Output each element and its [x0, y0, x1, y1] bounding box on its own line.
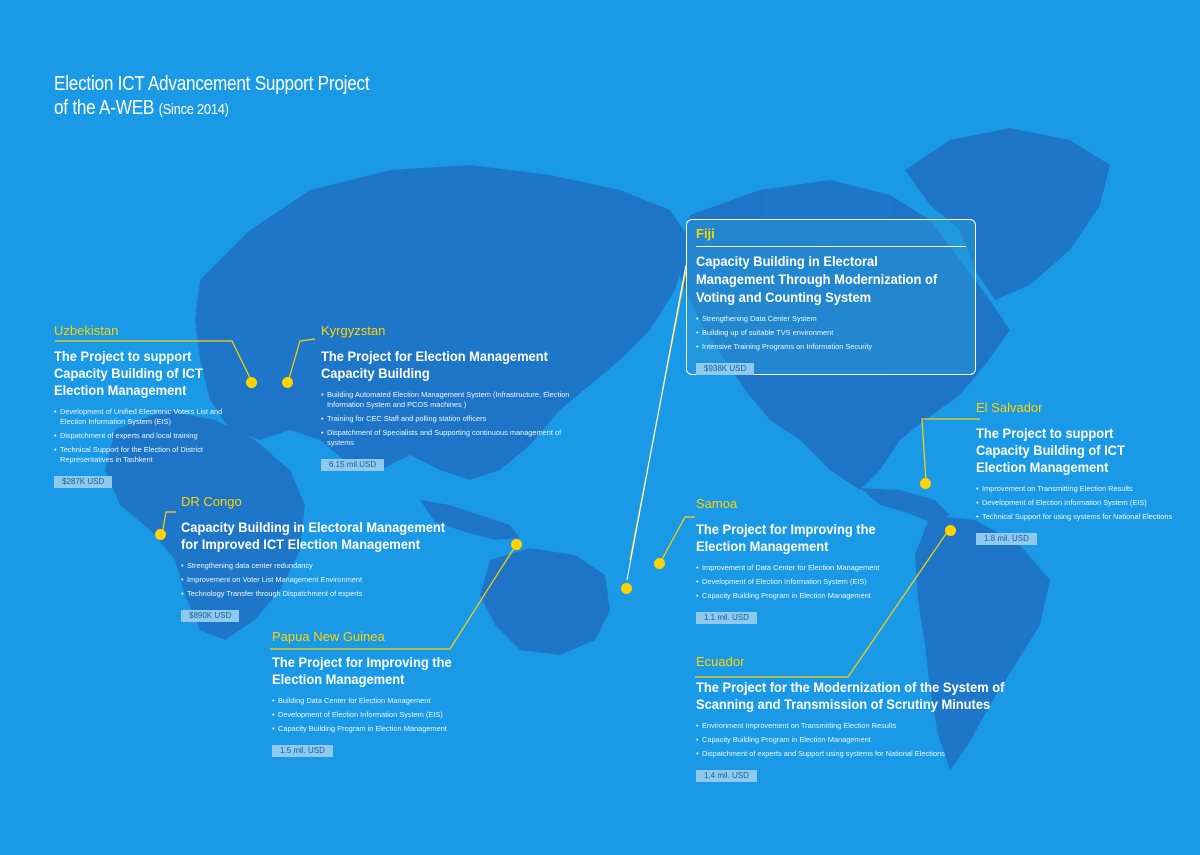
project-title: The Project to support Capacity Building of ICT Election Management [976, 425, 1125, 475]
location-marker-elsalvador[interactable] [920, 478, 931, 489]
budget-badge: 1.8 mil. USD [976, 533, 1037, 545]
bullet-item: • Improvement on Transmitting Election Results [976, 484, 1181, 494]
location-marker-ecuador[interactable] [945, 525, 956, 536]
bullet-item: • Technical Support for the Election of District Representatives in Tashkent [54, 445, 244, 465]
location-marker-kyrgyzstan[interactable] [282, 377, 293, 388]
title-line-2 [54, 96, 369, 122]
project-card-png [272, 629, 472, 758]
bullet-item: • Improvement of Data Center for Election Management [696, 563, 906, 573]
project-card-elsalvador [976, 400, 1181, 546]
project-card-drcongo [181, 494, 481, 623]
bullet-item: • Environment Improvement on Transmitting Election Results [696, 721, 1041, 731]
bullet-item: • Development of Unified Electronic Voters List and Election Information System (EIS) [54, 407, 244, 427]
location-marker-uzbekistan[interactable] [246, 377, 257, 388]
bullet-item: • Intensive Training Programs on Information Security [696, 342, 966, 352]
bullet-item: • Strengthening data center redundancy [181, 561, 481, 571]
budget-badge: $890K USD [181, 610, 239, 622]
country-label: Ecuador [696, 654, 745, 669]
project-title: The Project for Election Management Capacity Building [321, 348, 548, 381]
bullet-item: • Technical Support for using systems for National Elections [976, 512, 1181, 522]
project-title: The Project for the Modernization of the System of Scanning and Transmission of Scrutiny Minutes [696, 679, 1005, 712]
project-title: Capacity Building in Electoral Management Through Modernization of Voting and Counting System [696, 253, 938, 305]
project-card-kyrgyzstan [321, 323, 571, 472]
location-marker-fiji[interactable] [621, 583, 632, 594]
title-line-1: Election ICT Advancement Support Project [54, 73, 370, 95]
bullet-item: • Dispatchment of experts and Support using systems for National Elections [696, 749, 1041, 759]
bullet-item: • Capacity Building Program in Election Management [696, 591, 906, 601]
bullet-list [321, 390, 571, 448]
project-title: The Project for Improving the Election Management [272, 654, 452, 687]
bullet-item: • Training for CEC Staff and polling station officers [321, 414, 571, 424]
bullet-item: • Strengthening Data Center System [696, 314, 966, 324]
bullet-item: • Dispatchment of experts and local training [54, 431, 244, 441]
bullet-list [976, 484, 1181, 522]
location-marker-samoa[interactable] [654, 558, 665, 569]
budget-badge: 1.5 mil. USD [272, 745, 333, 757]
bullet-list [696, 721, 1041, 759]
project-title: Capacity Building in Electoral Management for Improved ICT Election Management [181, 519, 446, 552]
country-label: Uzbekistan [54, 323, 119, 338]
project-card-samoa [696, 496, 906, 625]
project-title: The Project to support Capacity Building of ICT Election Management [54, 348, 203, 398]
bullet-list [696, 563, 906, 601]
bullet-item: • Building Data Center for Election Management [272, 696, 472, 706]
bullet-item: • Capacity Building Program in Election Management [272, 724, 472, 734]
bullet-item: • Dispatchment of Specialists and Supporting continuous management of systems [321, 428, 571, 448]
bullet-item: • Capacity Building Program in Election Management [696, 735, 1041, 745]
project-card-ecuador [696, 654, 1041, 783]
bullet-list [54, 407, 244, 465]
bullet-item: • Development of Election Information System (EIS) [272, 710, 472, 720]
bullet-item: • Development of Election Information System (EIS) [976, 498, 1181, 508]
location-marker-drcongo[interactable] [155, 529, 166, 540]
project-card-fiji [686, 219, 976, 375]
country-label: DR Congo [181, 494, 242, 509]
project-card-uzbekistan [54, 323, 244, 489]
country-label: Samoa [696, 496, 738, 511]
bullet-item: • Development of Election Information System (EIS) [696, 577, 906, 587]
page-title [54, 72, 369, 122]
divider [696, 246, 966, 247]
budget-badge: 6.15 mil.USD [321, 459, 384, 471]
budget-badge: $938K USD [696, 363, 754, 375]
bullet-item: • Building up of suitable TVS environment [696, 328, 966, 338]
country-label: Papua New Guinea [272, 629, 385, 644]
bullet-item: • Improvement on Voter List Management Environment [181, 575, 481, 585]
country-label: Fiji [696, 226, 715, 241]
project-title: The Project for Improving the Election Management [696, 521, 876, 554]
australia-landmass [480, 548, 610, 655]
bullet-list [181, 561, 481, 599]
budget-badge: 1.4 mil. USD [696, 770, 757, 782]
title-org: of the A-WEB [54, 97, 155, 119]
title-since: (Since 2014) [158, 101, 229, 118]
country-label: El Salvador [976, 400, 1043, 415]
bullet-item: • Technology Transfer through Dispatchment of experts [181, 589, 481, 599]
country-label: Kyrgyzstan [321, 323, 386, 338]
location-marker-png[interactable] [511, 539, 522, 550]
budget-badge: 1.1 mil. USD [696, 612, 757, 624]
bullet-item: • Building Automated Election Management System (Infrastructure, Election Information System and PCOS machines ) [321, 390, 571, 410]
budget-badge: $287K USD [54, 476, 112, 488]
bullet-list [272, 696, 472, 734]
bullet-list [696, 314, 966, 352]
